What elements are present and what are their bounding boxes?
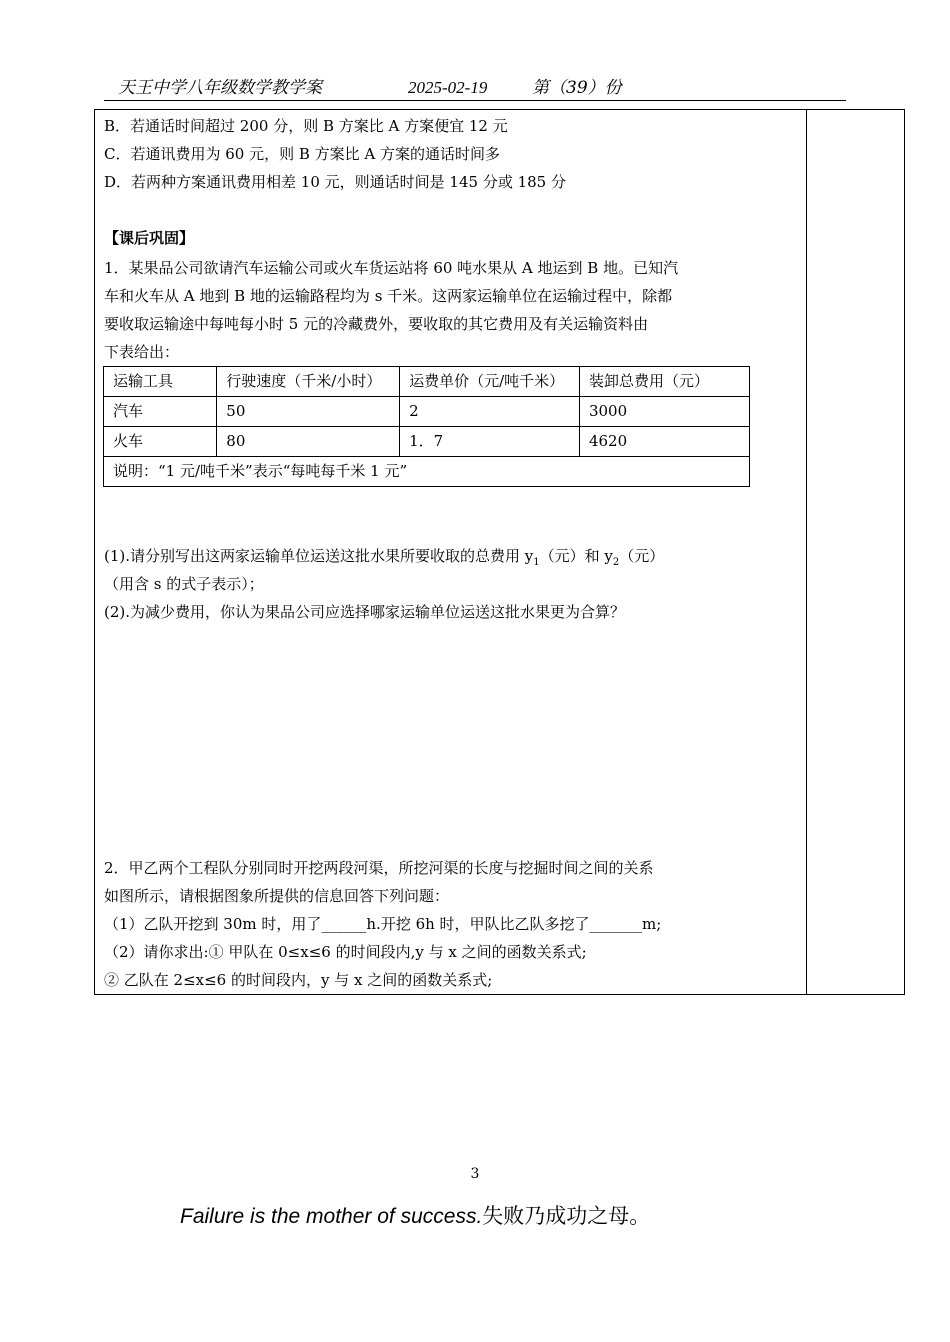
q2-line-2: 如图所示，请根据图象所提供的信息回答下列问题： [104,887,450,905]
table-cell: 3000 [579,397,749,427]
option-b: B．若通话时间超过 200 分，则 B 方案比 A 方案便宜 12 元 [104,117,508,135]
q2-line-3: （1）乙队开挖到 30m 时，用了______h.开挖 6h 时，甲队比乙队多挖了_______m; [104,915,662,933]
table-cell: 80 [217,427,400,457]
freight-table [103,366,750,487]
table-row [104,427,750,457]
table-cell: 火车 [104,427,217,457]
table-row [104,397,750,427]
table-header-row [104,367,750,397]
q1-line-1: 1．某果品公司欲请汽车运输公司或火车货运站将 60 吨水果从 A 地运到 B 地。已知汽 [104,259,679,277]
y1-subscript: 1 [533,557,540,568]
option-d: D．若两种方案通讯费用相差 10 元，则通话时间是 145 分或 185 分 [104,173,566,191]
page-header [104,76,846,101]
q1-part-1-line-2: （用含 s 的式子表示）； [104,575,264,593]
q2-line-1: 2．甲乙两个工程队分别同时开挖两段河渠，所挖河渠的长度与挖掘时间之间的关系 [104,859,654,877]
margin-column-divider [806,109,807,995]
q1-part-2: (2).为减少费用，你认为果品公司应选择哪家运输单位运送这批水果更为合算？ [104,603,626,621]
q2-line-4: （2）请你求出:① 甲队在 0≤x≤6 的时间段内,y 与 x 之间的函数关系式; [104,943,587,961]
header-date: 2025-02-19 [408,78,488,97]
motto-chinese: 失败乃成功之母。 [482,1204,651,1228]
option-c: C．若通讯费用为 60 元，则 B 方案比 A 方案的通话时间多 [104,145,501,163]
table-header-cell: 行驶速度（千米/小时） [217,367,400,397]
table-cell: 50 [217,397,400,427]
q1-line-4: 下表给出： [104,343,180,361]
table-header-cell: 运费单价（元/吨千米） [400,367,580,397]
table-cell: 1．7 [400,427,580,457]
table-header-cell: 运输工具 [104,367,217,397]
motto-english: Failure is the mother of success. [180,1205,483,1228]
header-school: 天王中学八年级数学教学案 [118,78,322,98]
table-note-row [104,457,750,487]
page-number: 3 [470,1166,480,1182]
table-note: 说明：“1 元/吨千米”表示“每吨每千米 1 元” [104,457,750,487]
q1-part-1-text-c: （元） [619,547,665,565]
q1-part-1-text-a: (1).请分别写出这两家运输单位运送这批水果所要收取的总费用 y [104,547,534,565]
y2-subscript: 2 [612,557,620,568]
q1-part-1 [104,546,664,573]
q1-line-2: 车和火车从 A 地到 B 地的运输路程均为 s 千米。这两家运输单位在运输过程中，除都 [104,287,673,305]
table-header-cell: 装卸总费用（元） [579,367,749,397]
table-cell: 4620 [579,427,749,457]
q1-part-1-text-b: （元）和 y [539,547,613,565]
footer-motto [180,1200,650,1230]
q2-line-5: ② 乙队在 2≤x≤6 的时间段内，y 与 x 之间的函数关系式; [104,971,493,989]
section-title: 【课后巩固】 [104,229,195,247]
q1-line-3: 要收取运输途中每吨每小时 5 元的冷藏费外，要收取的其它费用及有关运输资料由 [104,315,649,333]
header-part-number: 第（39）份 [532,78,622,98]
table-cell: 汽车 [104,397,217,427]
table-cell: 2 [400,397,580,427]
